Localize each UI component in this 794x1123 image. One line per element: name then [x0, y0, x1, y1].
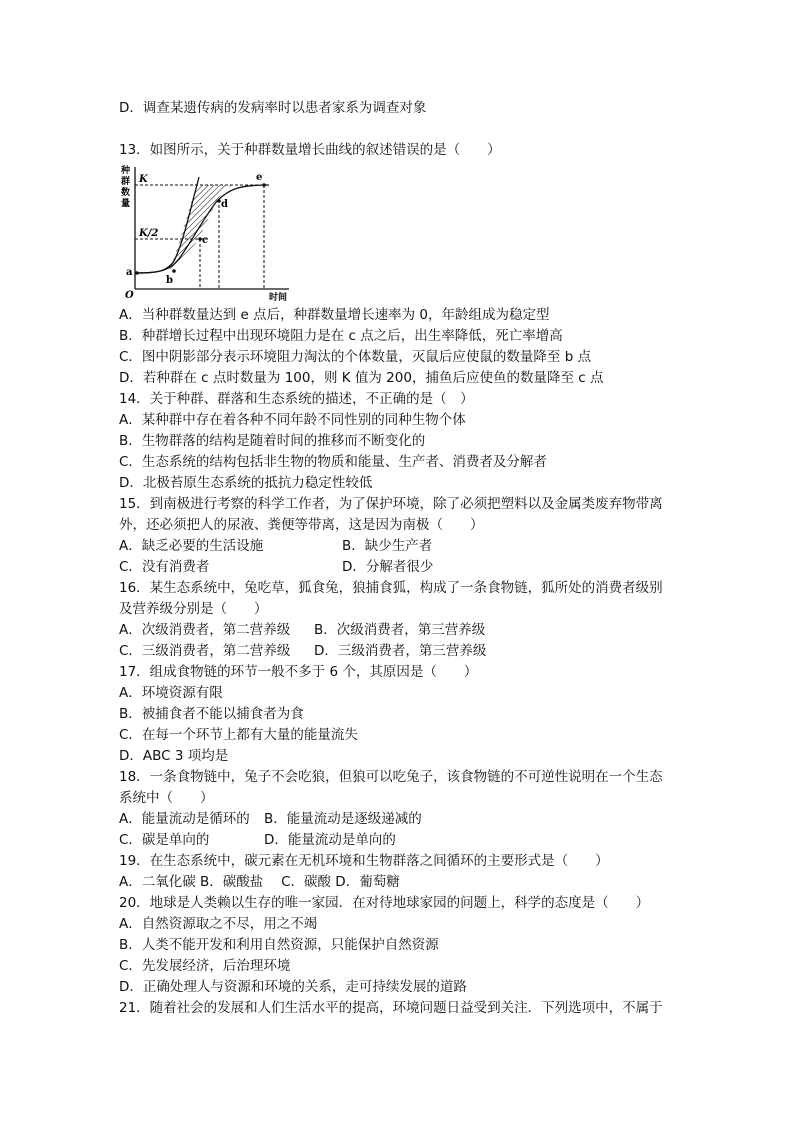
option-20-c: C．先发展经济，后治理环境 — [119, 958, 291, 974]
option-18-b: B．能量流动是逐级递减的 — [264, 811, 422, 827]
x-axis-label: 时间 — [269, 293, 288, 301]
option-17-a: A．环境资源有限 — [119, 685, 223, 701]
option-20-b: B．人类不能开发和利用自然资源，只能保护自然资源 — [119, 937, 439, 953]
label-c: c — [202, 235, 209, 246]
question-19: 19．在生态系统中，碳元素在无机环境和生物群落之间循环的主要形式是（ ） — [119, 853, 609, 869]
option-14-a: A．某种群中存在着各种不同年龄不同性别的同种生物个体 — [119, 412, 466, 428]
label-a: a — [126, 267, 133, 278]
question-16-line1: 16．某生态系统中，兔吃草，狐食兔，狼捕食狐，构成了一条食物链，狐所处的消费者级别 — [119, 580, 663, 596]
label-k: K — [139, 174, 148, 185]
option-18-d: D．能量流动是单向的 — [264, 832, 396, 848]
question-13: 13．如图所示，关于种群数量增长曲线的叙述错误的是（ ） — [119, 142, 501, 158]
option-16-c: C．三级消费者，第二营养级 — [119, 643, 291, 659]
option-18-c: C．碳是单向的 — [119, 832, 210, 848]
point-b — [172, 269, 176, 273]
label-origin: O — [125, 290, 134, 301]
option-20-a: A．自然资源取之不尽，用之不竭 — [119, 916, 318, 932]
option-15-c: C．没有消费者 — [119, 559, 210, 575]
question-18-line2: 系统中（ ） — [119, 790, 214, 806]
option-15-b: B．缺少生产者 — [342, 538, 433, 554]
point-a — [135, 271, 139, 275]
question-20: 20．地球是人类赖以生存的唯一家园．在对待地球家园的问题上，科学的态度是（ ） — [119, 895, 650, 911]
question-18-line1: 18．一条食物链中，兔子不会吃狼，但狼可以吃兔子，该食物链的不可逆性说明在一个生态 — [119, 769, 663, 785]
question-15-line2: 外，还必须把人的尿液、粪便等带离，这是因为南极（ ） — [119, 517, 484, 533]
option-13-c: C．图中阴影部分表示环境阻力淘汰的个体数量，灭鼠后应使鼠的数量降至 b 点 — [119, 349, 592, 365]
label-b: b — [166, 275, 173, 286]
option-13-d: D．若种群在 c 点时数量为 100，则 K 值为 200，捕鱼后应使鱼的数量降至 c 点 — [119, 370, 604, 386]
option-18-a: A．能量流动是循环的 — [119, 811, 250, 827]
option-15-d: D．分解者很少 — [342, 559, 434, 575]
option-15-a: A．缺乏必要的生活设施 — [119, 538, 264, 554]
label-d: d — [221, 199, 228, 210]
question-17: 17．组成食物链的环节一般不多于 6 个，其原因是（ ） — [119, 664, 478, 680]
question-16-line2: 及营养级分别是（ ） — [119, 601, 268, 617]
option-16-a: A．次级消费者，第二营养级 — [119, 622, 291, 638]
label-k2: K/2 — [139, 228, 159, 239]
option-14-c: C．生态系统的结构包括非生物的物质和能量、生产者、消费者及分解者 — [119, 454, 547, 470]
y-axis-label — [120, 164, 130, 209]
svg-text:种群数量: 种群数量 — [121, 166, 131, 209]
option-16-b: B．次级消费者，第三营养级 — [314, 622, 486, 638]
question-21: 21．随着社会的发展和人们生活水平的提高，环境问题日益受到关注．下列选项中，不属于 — [119, 1000, 663, 1016]
option-17-c: C．在每一个环节上都有大量的能量流失 — [119, 727, 358, 743]
point-e — [262, 183, 266, 187]
label-e: e — [256, 172, 263, 183]
option-17-b: B．被捕食者不能以捕食者为食 — [119, 706, 304, 722]
population-growth-figure — [119, 161, 297, 301]
option-13-b: B．种群增长过程中出现环境阻力是在 c 点之后，出生率降低，死亡率增高 — [119, 328, 563, 344]
option-14-d: D．北极苔原生态系统的抵抗力稳定性较低 — [119, 475, 373, 491]
option-14-b: B．生物群落的结构是随着时间的推移而不断变化的 — [119, 433, 426, 449]
option-12-d: D．调查某遗传病的发病率时以患者家系为调查对象 — [119, 100, 427, 116]
options-19: A．二氧化碳 B．碳酸盐 C．碳酸 D．葡萄糖 — [119, 874, 400, 890]
question-14: 14．关于种群、群落和生态系统的描述，不正确的是（ ） — [119, 391, 474, 407]
option-17-d: D．ABC 3 项均是 — [119, 748, 229, 764]
option-16-d: D．三级消费者，第三营养级 — [314, 643, 487, 659]
option-13-a: A．当种群数量达到 e 点后，种群数量增长速率为 0，年龄组成为稳定型 — [119, 307, 550, 323]
question-15-line1: 15．到南极进行考察的科学工作者，为了保护环境，除了必须把塑料以及金属类废弃物带离 — [119, 496, 663, 512]
option-20-d: D．正确处理人与资源和环境的关系，走可持续发展的道路 — [119, 979, 467, 995]
